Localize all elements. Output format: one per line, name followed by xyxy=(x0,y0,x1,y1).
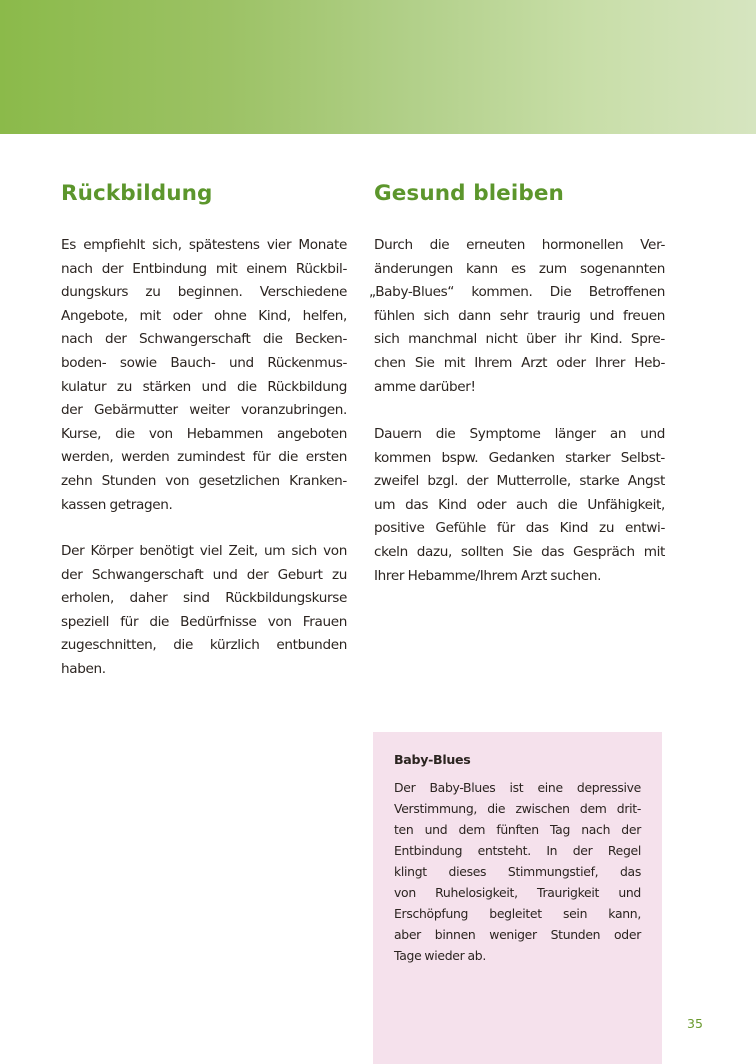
text-line: nach der Schwangerschaft die Becken- xyxy=(61,331,347,348)
text-line: Kurse, die von Hebammen angeboten xyxy=(61,425,347,442)
text-line: zugeschnitten, die kürzlich entbunden xyxy=(61,637,347,654)
text-line: um das Kind oder auch die Unfähigkeit, xyxy=(374,496,665,513)
text-line: chen Sie mit Ihrem Arzt oder Ihrer Heb- xyxy=(374,354,665,371)
text-line: der Gebärmutter weiter voranzubringen. xyxy=(61,402,347,419)
text-line: erholen, daher sind Rückbildungskurse xyxy=(61,590,347,607)
text-line: „Baby-Blues“ kommen. Die Betroffenen xyxy=(369,284,665,301)
text-line: Es empfiehlt sich, spätestens vier Monate xyxy=(61,237,347,253)
text-line: aber binnen weniger Stunden oder xyxy=(394,927,641,942)
text-line: Ihrer Hebamme/Ihrem Arzt suchen. xyxy=(374,567,602,584)
text-line: Angebote, mit oder ohne Kind, helfen, xyxy=(61,307,347,324)
text-line: ckeln dazu, sollten Sie das Gespräch mit xyxy=(374,543,665,560)
text-line: nach der Entbindung mit einem Rückbil- xyxy=(61,260,347,277)
header-gradient-band xyxy=(0,0,756,134)
text-line: Tage wieder ab. xyxy=(394,948,486,963)
text-line: Durch die erneuten hormonellen Ver- xyxy=(374,237,665,253)
text-line: amme darüber! xyxy=(374,378,476,395)
paragraph xyxy=(61,540,347,682)
text-line: haben. xyxy=(61,660,106,677)
text-line: speziell für die Bedürfnisse von Frauen xyxy=(61,613,347,630)
text-line: der Schwangerschaft und der Geburt zu xyxy=(61,566,347,583)
text-line: kommen bspw. Gedanken starker Selbst- xyxy=(374,449,665,466)
text-line: zehn Stunden von gesetzlichen Kranken- xyxy=(61,472,347,489)
paragraph xyxy=(374,423,665,588)
section-heading: Rückbildung xyxy=(61,181,213,206)
text-line: Verstimmung, die zwischen dem drit- xyxy=(394,801,641,816)
paragraph xyxy=(369,234,665,399)
page-number: 35 xyxy=(687,1016,703,1031)
text-line: von Ruhelosigkeit, Traurigkeit und xyxy=(394,885,641,900)
info-box-baby-blues xyxy=(373,732,662,1064)
text-line: klingt dieses Stimmungstief, das xyxy=(394,864,641,879)
text-line: ten und dem fünften Tag nach der xyxy=(394,822,641,837)
text-line: dungskurs zu beginnen. Verschiedene xyxy=(61,284,347,301)
text-line: sich manchmal nicht über ihr Kind. Spre- xyxy=(374,331,665,348)
section-heading: Gesund bleiben xyxy=(374,181,564,206)
info-box-body xyxy=(394,777,641,966)
text-line: Der Körper benötigt viel Zeit, um sich von xyxy=(61,543,347,559)
text-line: Entbindung entsteht. In der Regel xyxy=(394,843,641,858)
info-box-title: Baby-Blues xyxy=(394,752,471,767)
text-line: kassen getragen. xyxy=(61,496,173,513)
text-line: fühlen sich dann sehr traurig und freuen xyxy=(374,307,665,324)
text-line: Erschöpfung begleitet sein kann, xyxy=(394,906,641,921)
text-line: positive Gefühle für das Kind zu entwi- xyxy=(374,520,665,537)
text-line: Der Baby-Blues ist eine depressive xyxy=(394,780,641,795)
paragraph xyxy=(61,234,347,517)
text-line: Dauern die Symptome länger an und xyxy=(374,426,665,442)
text-line: boden- sowie Bauch- und Rückenmus- xyxy=(61,354,347,371)
text-line: kulatur zu stärken und die Rückbildung xyxy=(61,378,347,395)
text-line: werden, werden zumindest für die ersten xyxy=(61,449,347,466)
text-line: zweifel bzgl. der Mutterrolle, starke Angst xyxy=(374,473,665,490)
text-line: änderungen kann es zum sogenannten xyxy=(374,260,665,277)
